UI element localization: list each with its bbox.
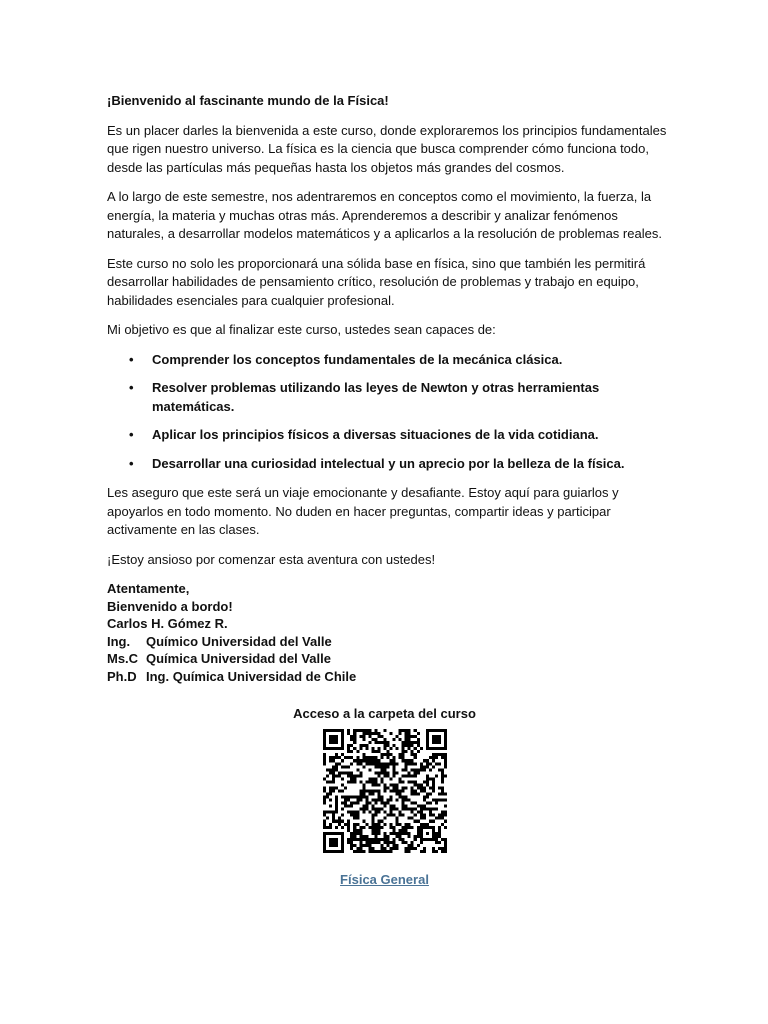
degree-text: Química Universidad del Valle [146, 651, 331, 666]
qr-code-icon[interactable] [323, 729, 447, 853]
document-page [107, 92, 667, 889]
degree-line [107, 668, 667, 686]
closing-exclamation: ¡Estoy ansioso por comenzar esta aventura con ustedes! [107, 551, 436, 567]
goal-text: Aplicar los principios físicos a diversas situaciones de la vida cotidiana. [152, 427, 599, 442]
goal-text: Comprender los conceptos fundamentales de la mecánica clásica. [152, 351, 563, 367]
skills-paragraph: Este curso no solo les proporcionará una sólida base en física, sino que también les permitirá desarrollar habilidades de pensamiento crítico, resolución de problemas y trabajo en equipo, habilidades esenciales para cualquier profesional. [107, 255, 646, 308]
signature-block [107, 580, 667, 685]
author-name: Carlos H. Gómez R. [107, 616, 228, 631]
page-heading: ¡Bienvenido al fascinante mundo de la Física! [107, 93, 389, 108]
bullet-icon: • [129, 427, 134, 442]
semester-paragraph: A lo largo de este semestre, nos adentraremos en conceptos como el movimiento, la fuerza, la energía, la materia y muchas otras más. Aprenderemos a describir y analizar fenómenos naturales, a desarrollar modelos matemáticos y a aplicarlos a la resolución de problemas reales. [107, 189, 662, 241]
salutation: Atentamente, [107, 581, 190, 596]
goals-list [107, 351, 667, 474]
list-item [107, 426, 667, 445]
list-item [107, 379, 667, 416]
qr-caption: Acceso a la carpeta del curso [293, 706, 476, 721]
list-item [107, 351, 667, 370]
bullet-icon: • [129, 380, 134, 395]
link-container [107, 853, 662, 890]
intro-paragraph: Es un placer darles la bienvenida a este curso, donde exploraremos los principios fundamentales que rigen nuestro universo. La física es la ciencia que busca comprender cómo funciona todo, desde las partículas más pequeñas hasta los objetos más grandes del cosmos. [107, 122, 667, 175]
degree-abbr: Ing. [107, 633, 131, 649]
qr-container [107, 729, 662, 853]
goal-text: Desarrollar una curiosidad intelectual y un aprecio por la belleza de la física. [152, 455, 625, 471]
bullet-icon: • [129, 455, 134, 471]
bullet-icon: • [129, 351, 134, 367]
degree-abbr: Ph.D [107, 668, 137, 684]
degree-line [107, 650, 667, 668]
degree-line [107, 633, 667, 651]
degree-abbr: Ms.C [107, 651, 139, 666]
welcome-line: Bienvenido a bordo! [107, 598, 233, 614]
goal-text: Resolver problemas utilizando las leyes de Newton y otras herramientas matemáticas. [152, 380, 600, 414]
closing-paragraph: Les aseguro que este será un viaje emocionante y desafiante. Estoy aquí para guiarlos y apoyarlos en todo momento. No duden en hacer preguntas, compartir ideas y participar activamente en las clases. [107, 485, 619, 537]
fisica-general-link[interactable]: Física General [340, 871, 429, 887]
objective-paragraph: Mi objetivo es que al finalizar este curso, ustedes sean capaces de: [107, 322, 496, 337]
list-item [107, 455, 667, 474]
degree-text: Químico Universidad del Valle [146, 633, 332, 649]
degree-text: Ing. Química Universidad de Chile [146, 668, 357, 684]
